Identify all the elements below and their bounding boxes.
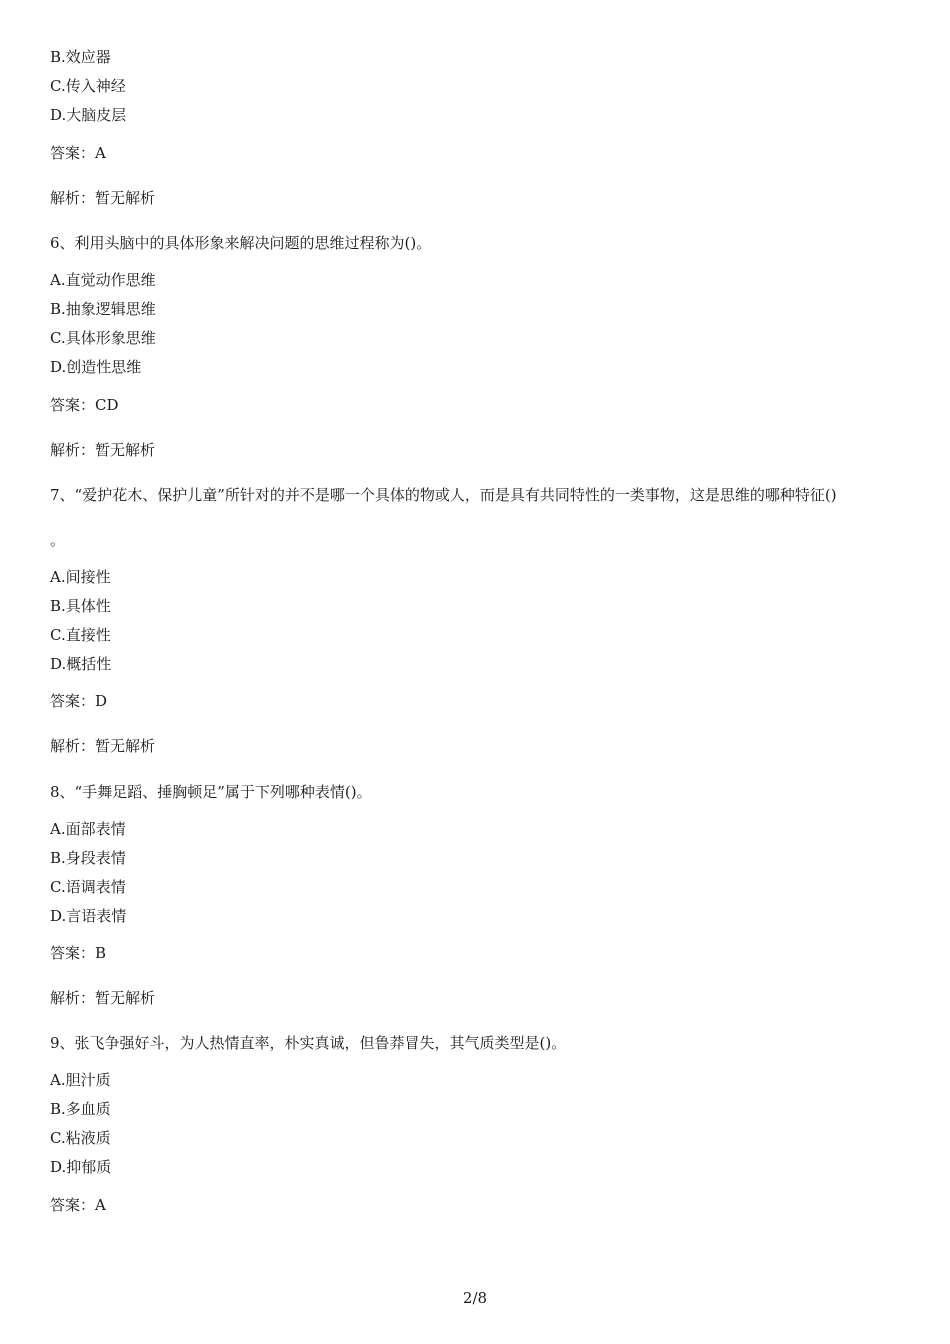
analysis-line: 解析：暂无解析: [50, 989, 156, 1007]
option-b: B.身段表情: [50, 849, 126, 867]
answer-line: 答案：A: [50, 144, 106, 162]
question-stem: 8、“手舞足蹈、捶胸顿足”属于下列哪种表情()。: [50, 783, 372, 801]
analysis-line: 解析：暂无解析: [50, 441, 156, 459]
question-stem: 6、利用头脑中的具体形象来解决问题的思维过程称为()。: [50, 234, 432, 252]
page-number: 2/8: [462, 1289, 488, 1307]
option-c: C.传入神经: [50, 77, 126, 95]
option-d: D.言语表情: [50, 907, 127, 925]
option-a: A.间接性: [50, 568, 111, 586]
question-stem-continuation: 。: [50, 531, 66, 549]
option-b: B.抽象逻辑思维: [50, 300, 156, 318]
option-b: B.多血质: [50, 1100, 111, 1118]
option-c: C.具体形象思维: [50, 329, 156, 347]
option-a: A.直觉动作思维: [50, 271, 156, 289]
option-c: C.粘液质: [50, 1129, 111, 1147]
option-b: B.具体性: [50, 597, 111, 615]
option-c: C.语调表情: [50, 878, 126, 896]
answer-line: 答案：CD: [50, 396, 119, 414]
analysis-line: 解析：暂无解析: [50, 189, 156, 207]
question-stem: 7、“爱护花木、保护儿童”所针对的并不是哪一个具体的物或人，而是具有共同特性的一类事物，这是思维的哪种特征(): [50, 486, 837, 504]
option-a: A.胆汁质: [50, 1071, 111, 1089]
answer-line: 答案：B: [50, 944, 107, 962]
option-d: D.抑郁质: [50, 1158, 112, 1176]
option-d: D.创造性思维: [50, 358, 142, 376]
answer-line: 答案：D: [50, 692, 108, 710]
option-a: A.面部表情: [50, 820, 126, 838]
option-d: D.大脑皮层: [50, 106, 127, 124]
answer-line: 答案：A: [50, 1196, 106, 1214]
option-b: B.效应器: [50, 48, 111, 66]
question-stem: 9、张飞争强好斗，为人热情直率，朴实真诚，但鲁莽冒失，其气质类型是()。: [50, 1034, 567, 1052]
option-d: D.概括性: [50, 655, 112, 673]
analysis-line: 解析：暂无解析: [50, 737, 156, 755]
option-c: C.直接性: [50, 626, 111, 644]
